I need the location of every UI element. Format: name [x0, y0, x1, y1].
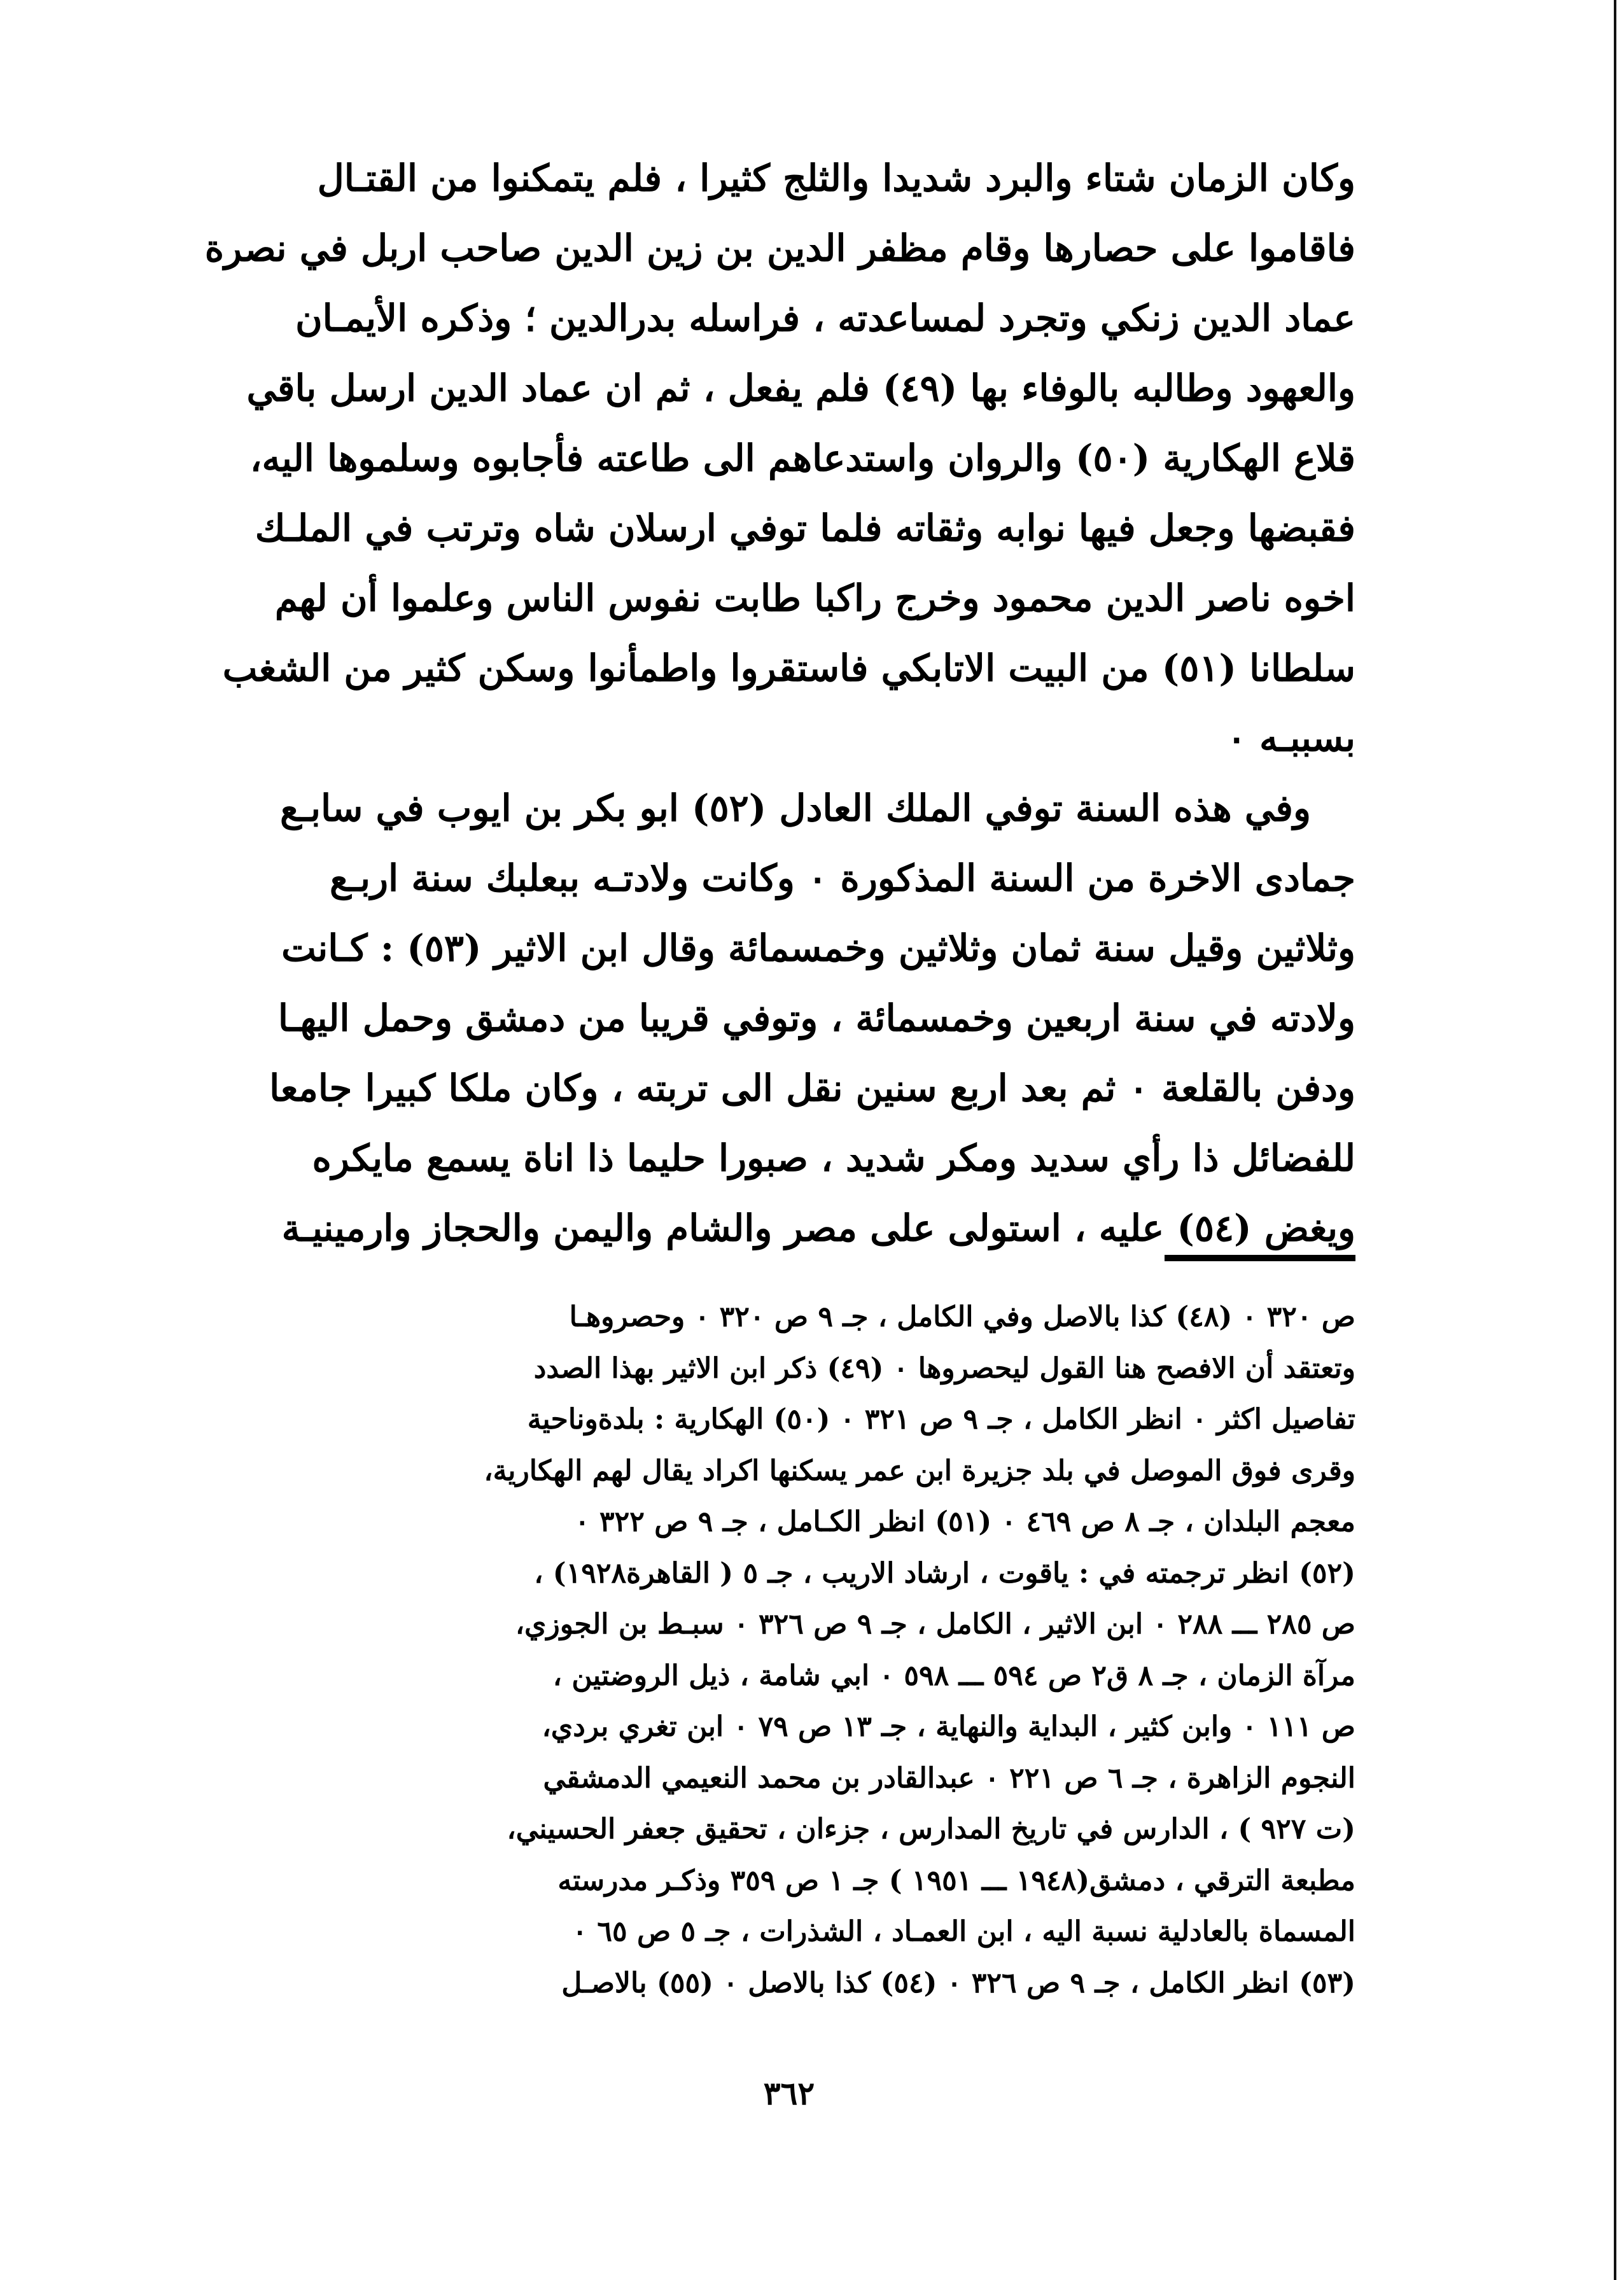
- body-line: وثلاثين وقيل سنة ثمان وثلاثين وخمسمائة وقال ابن الاثير (٥٣) : كـانت: [281, 927, 1355, 970]
- footnote-line: معجم البلدان ، جـ ٨ ص ٤٦٩ ٠ (٥١) انظر الكـامل ، جـ ٩ ص ٣٢٢ ٠: [575, 1506, 1355, 1538]
- body-line: ودفن بالقلعة ٠ ثم بعد اربع سنين نقل الى تربته ، وكان ملكا كبيرا جامعا: [269, 1067, 1355, 1110]
- footnote-line: النجوم الزاهرة ، جـ ٦ ص ٢٢١ ٠ عبدالقادر بن محمد النعيمي الدمشقي: [543, 1761, 1355, 1794]
- page-edge-line: [1614, 0, 1616, 2280]
- page-number: ٣٦٢: [763, 2074, 815, 2112]
- body-line: للفضائل ذا رأي سديد ومكر شديد ، صبورا حليما ذا اناة يسمع مايكره: [312, 1137, 1355, 1180]
- footnote-line: ص ٣٢٠ ٠ (٤٨) كذا بالاصل وفي الكامل ، جـ ٩ ص ٣٢٠ ٠ وحصروهـا: [569, 1301, 1355, 1333]
- body-line: فاقاموا على حصارها وقام مظفر الدين بن زين الدين صاحب اربل في نصرة: [204, 227, 1355, 270]
- footnote-line: وقرى فوق الموصل في بلد جزيرة ابن عمر يسكنها اكراد يقال لهم الهكارية،: [484, 1454, 1355, 1487]
- footnote-line: مطبعة الترقي ، دمشق(١٩٤٨ ـــ ١٩٥١ ) جـ ١ ص ٣٥٩ وذكـر مدرسته: [557, 1864, 1355, 1897]
- body-line: عماد الدين زنكي وتجرد لمساعدته ، فراسله بدرالدين ؛ وذكره الأيمـان: [295, 297, 1355, 340]
- footnote-line: (٥٢) انظر ترجمته في : ياقوت ، ارشاد الاريب ، جـ ٥ ( القاهرة١٩٢٨) ،: [534, 1556, 1355, 1590]
- main-text: [191, 143, 1355, 1263]
- body-line: وكان الزمان شتاء والبرد شديدا والثلج كثيرا ، فلم يتمكنوا من القتـال: [317, 157, 1355, 200]
- footnote-line: ص ٢٨٥ ـــ ٢٨٨ ٠ ابن الاثير ، الكامل ، جـ ٩ ص ٣٢٦ ٠ سبـط بن الجوزي،: [515, 1608, 1355, 1640]
- footnotes: [191, 1292, 1355, 2009]
- footnote-line: ص ١١١ ٠ وابن كثير ، البداية والنهاية ، جـ ١٣ ص ٧٩ ٠ ابن تغري بردي،: [542, 1710, 1355, 1743]
- body-line: ويغض (٥٤) عليه ، استولى على مصر والشام واليمن والحجاز وارمينيـة: [281, 1206, 1355, 1250]
- body-line: ولادته في سنة اربعين وخمسمائة ، وتوفي قريبا من دمشق وحمل اليهـا: [277, 997, 1355, 1040]
- body-line: قلاع الهكارية (٥٠) والروان واستدعاهم الى طاعته فأجابوه وسلموها اليه،: [249, 437, 1355, 480]
- footnote-line: (ت ٩٢٧ ) ، الدارس في تاريخ المدارس ، جزءان ، تحقيق جعفر الحسيني،: [507, 1813, 1355, 1845]
- footnote-line: (٥٣) انظر الكامل ، جـ ٩ ص ٣٢٦ ٠ (٥٤) كذا بالاصل ٠ (٥٥) بالاصـل: [561, 1966, 1355, 1999]
- footnote-line: المسماة بالعادلية نسبة اليه ، ابن العمـاد ، الشذرات ، جـ ٥ ص ٦٥ ٠: [572, 1915, 1355, 1948]
- body-line: وفي هذه السنة توفي الملك العادل (٥٢) ابو بكر بن ايوب في سابـع: [280, 787, 1311, 830]
- body-line: والعهود وطالبه بالوفاء بها (٤٩) فلم يفعل ، ثم ان عماد الدين ارسل باقي: [246, 367, 1355, 410]
- footnote-separator: [1165, 1255, 1355, 1261]
- footnote-line: وتعتقد أن الافصح هنا القول ليحصروها ٠ (٤٩) ذكر ابن الاثير بهذا الصدد: [533, 1352, 1355, 1385]
- footnote-line: مرآة الزمان ، جـ ٨ ق٢ ص ٥٩٤ ـــ ٥٩٨ ٠ ابي شامة ، ذيل الروضتين ،: [552, 1659, 1355, 1692]
- body-line: اخوه ناصر الدين محمود وخرج راكبا طابت نفوس الناس وعلموا أن لهم: [274, 577, 1355, 620]
- footnote-line: تفاصيل اكثر ٠ انظر الكامل ، جـ ٩ ص ٣٢١ ٠ (٥٠) الهكارية : بلدةوناحية: [527, 1403, 1355, 1436]
- body-line: سلطانا (٥١) من البيت الاتابكي فاستقروا واطمأنوا وسكن كثير من الشغب: [222, 647, 1355, 690]
- body-line: بسببـه ٠: [1226, 717, 1355, 760]
- body-line: فقبضها وجعل فيها نوابه وثقاته فلما توفي ارسلان شاه وترتب في الملـك: [255, 507, 1355, 550]
- body-line: جمادى الاخرة من السنة المذكورة ٠ وكانت ولادتـه ببعلبك سنة اربـع: [330, 857, 1355, 900]
